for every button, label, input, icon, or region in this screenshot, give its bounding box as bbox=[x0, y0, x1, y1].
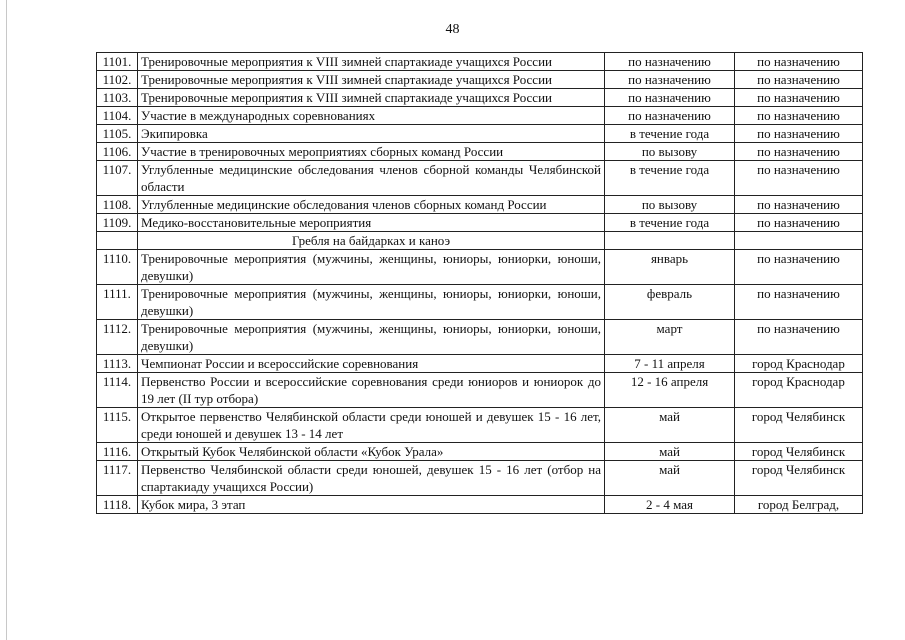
event-name: Участие в международных соревнованиях bbox=[138, 107, 605, 125]
row-number: 1104. bbox=[97, 107, 138, 125]
event-date: 12 - 16 апреля bbox=[605, 373, 735, 408]
event-name: Участие в тренировочных мероприятиях сборных команд России bbox=[138, 143, 605, 161]
event-name: Экипировка bbox=[138, 125, 605, 143]
table-row bbox=[97, 373, 863, 408]
event-name: Чемпионат России и всероссийские соревнования bbox=[138, 355, 605, 373]
row-number: 1109. bbox=[97, 214, 138, 232]
event-place: по назначению bbox=[735, 250, 863, 285]
event-place: по назначению bbox=[735, 161, 863, 196]
table-row bbox=[97, 89, 863, 107]
event-name: Тренировочные мероприятия (мужчины, женщины, юниоры, юниорки, юноши, девушки) bbox=[138, 320, 605, 355]
table-row bbox=[97, 408, 863, 443]
row-number: 1118. bbox=[97, 496, 138, 514]
event-date: февраль bbox=[605, 285, 735, 320]
row-number: 1105. bbox=[97, 125, 138, 143]
page-edge-line bbox=[6, 0, 7, 640]
event-place: город Челябинск bbox=[735, 408, 863, 443]
row-number: 1116. bbox=[97, 443, 138, 461]
table-row bbox=[97, 496, 863, 514]
row-number: 1106. bbox=[97, 143, 138, 161]
event-date: 7 - 11 апреля bbox=[605, 355, 735, 373]
events-table bbox=[96, 52, 863, 514]
event-name: Открытый Кубок Челябинской области «Кубок Урала» bbox=[138, 443, 605, 461]
event-date: по назначению bbox=[605, 71, 735, 89]
section-row bbox=[97, 232, 863, 250]
table-row bbox=[97, 285, 863, 320]
event-name: Первенство России и всероссийские соревнования среди юниоров и юниорок до 19 лет (II тур отбора) bbox=[138, 373, 605, 408]
row-number: 1101. bbox=[97, 53, 138, 71]
event-date: май bbox=[605, 461, 735, 496]
event-date: январь bbox=[605, 250, 735, 285]
table-row bbox=[97, 107, 863, 125]
row-number: 1115. bbox=[97, 408, 138, 443]
event-place: по назначению bbox=[735, 214, 863, 232]
event-date: май bbox=[605, 408, 735, 443]
event-name: Открытое первенство Челябинской области среди юношей и девушек 15 - 16 лет, среди юношей и девушек 13 - 14 лет bbox=[138, 408, 605, 443]
event-place: город Краснодар bbox=[735, 373, 863, 408]
event-date: в течение года bbox=[605, 214, 735, 232]
event-date: по вызову bbox=[605, 143, 735, 161]
table-row bbox=[97, 125, 863, 143]
event-date: в течение года bbox=[605, 125, 735, 143]
section-date-cell bbox=[605, 232, 735, 250]
event-name: Тренировочные мероприятия (мужчины, женщины, юниоры, юниорки, юноши, девушки) bbox=[138, 250, 605, 285]
table-row bbox=[97, 161, 863, 196]
event-date: март bbox=[605, 320, 735, 355]
row-number: 1113. bbox=[97, 355, 138, 373]
event-date: май bbox=[605, 443, 735, 461]
event-place: по назначению bbox=[735, 89, 863, 107]
table-row bbox=[97, 443, 863, 461]
section-place-cell bbox=[735, 232, 863, 250]
event-place: по назначению bbox=[735, 53, 863, 71]
table-row bbox=[97, 214, 863, 232]
table-row bbox=[97, 461, 863, 496]
event-place: город Белград, bbox=[735, 496, 863, 514]
row-number: 1112. bbox=[97, 320, 138, 355]
section-num-cell bbox=[97, 232, 138, 250]
table-row bbox=[97, 71, 863, 89]
event-place: по назначению bbox=[735, 285, 863, 320]
table-row bbox=[97, 143, 863, 161]
row-number: 1117. bbox=[97, 461, 138, 496]
event-date: по вызову bbox=[605, 196, 735, 214]
row-number: 1108. bbox=[97, 196, 138, 214]
event-place: город Челябинск bbox=[735, 461, 863, 496]
event-name: Кубок мира, 3 этап bbox=[138, 496, 605, 514]
table-row bbox=[97, 250, 863, 285]
event-date: по назначению bbox=[605, 53, 735, 71]
event-date: по назначению bbox=[605, 107, 735, 125]
event-place: по назначению bbox=[735, 143, 863, 161]
event-place: по назначению bbox=[735, 71, 863, 89]
events-table-body bbox=[97, 53, 863, 514]
event-place: город Краснодар bbox=[735, 355, 863, 373]
event-name: Тренировочные мероприятия к VIII зимней спартакиаде учащихся России bbox=[138, 53, 605, 71]
event-place: по назначению bbox=[735, 320, 863, 355]
event-place: по назначению bbox=[735, 125, 863, 143]
event-place: по назначению bbox=[735, 196, 863, 214]
event-name: Тренировочные мероприятия к VIII зимней спартакиаде учащихся России bbox=[138, 89, 605, 107]
event-name: Тренировочные мероприятия к VIII зимней спартакиаде учащихся России bbox=[138, 71, 605, 89]
event-date: 2 - 4 мая bbox=[605, 496, 735, 514]
event-place: по назначению bbox=[735, 107, 863, 125]
event-place: город Челябинск bbox=[735, 443, 863, 461]
row-number: 1110. bbox=[97, 250, 138, 285]
event-name: Углубленные медицинские обследования членов сборной команды Челябинской области bbox=[138, 161, 605, 196]
event-name: Углубленные медицинские обследования членов сборных команд России bbox=[138, 196, 605, 214]
event-name: Медико-восстановительные мероприятия bbox=[138, 214, 605, 232]
row-number: 1114. bbox=[97, 373, 138, 408]
table-row bbox=[97, 320, 863, 355]
page-number: 48 bbox=[445, 22, 460, 37]
table-row bbox=[97, 53, 863, 71]
table-row bbox=[97, 355, 863, 373]
row-number: 1102. bbox=[97, 71, 138, 89]
row-number: 1103. bbox=[97, 89, 138, 107]
table-row bbox=[97, 196, 863, 214]
event-date: в течение года bbox=[605, 161, 735, 196]
event-name: Тренировочные мероприятия (мужчины, женщины, юниоры, юниорки, юноши, девушки) bbox=[138, 285, 605, 320]
section-title: Гребля на байдарках и каноэ bbox=[138, 232, 605, 250]
event-name: Первенство Челябинской области среди юношей, девушек 15 - 16 лет (отбор на спартакиаду учащихся России) bbox=[138, 461, 605, 496]
row-number: 1107. bbox=[97, 161, 138, 196]
row-number: 1111. bbox=[97, 285, 138, 320]
event-date: по назначению bbox=[605, 89, 735, 107]
